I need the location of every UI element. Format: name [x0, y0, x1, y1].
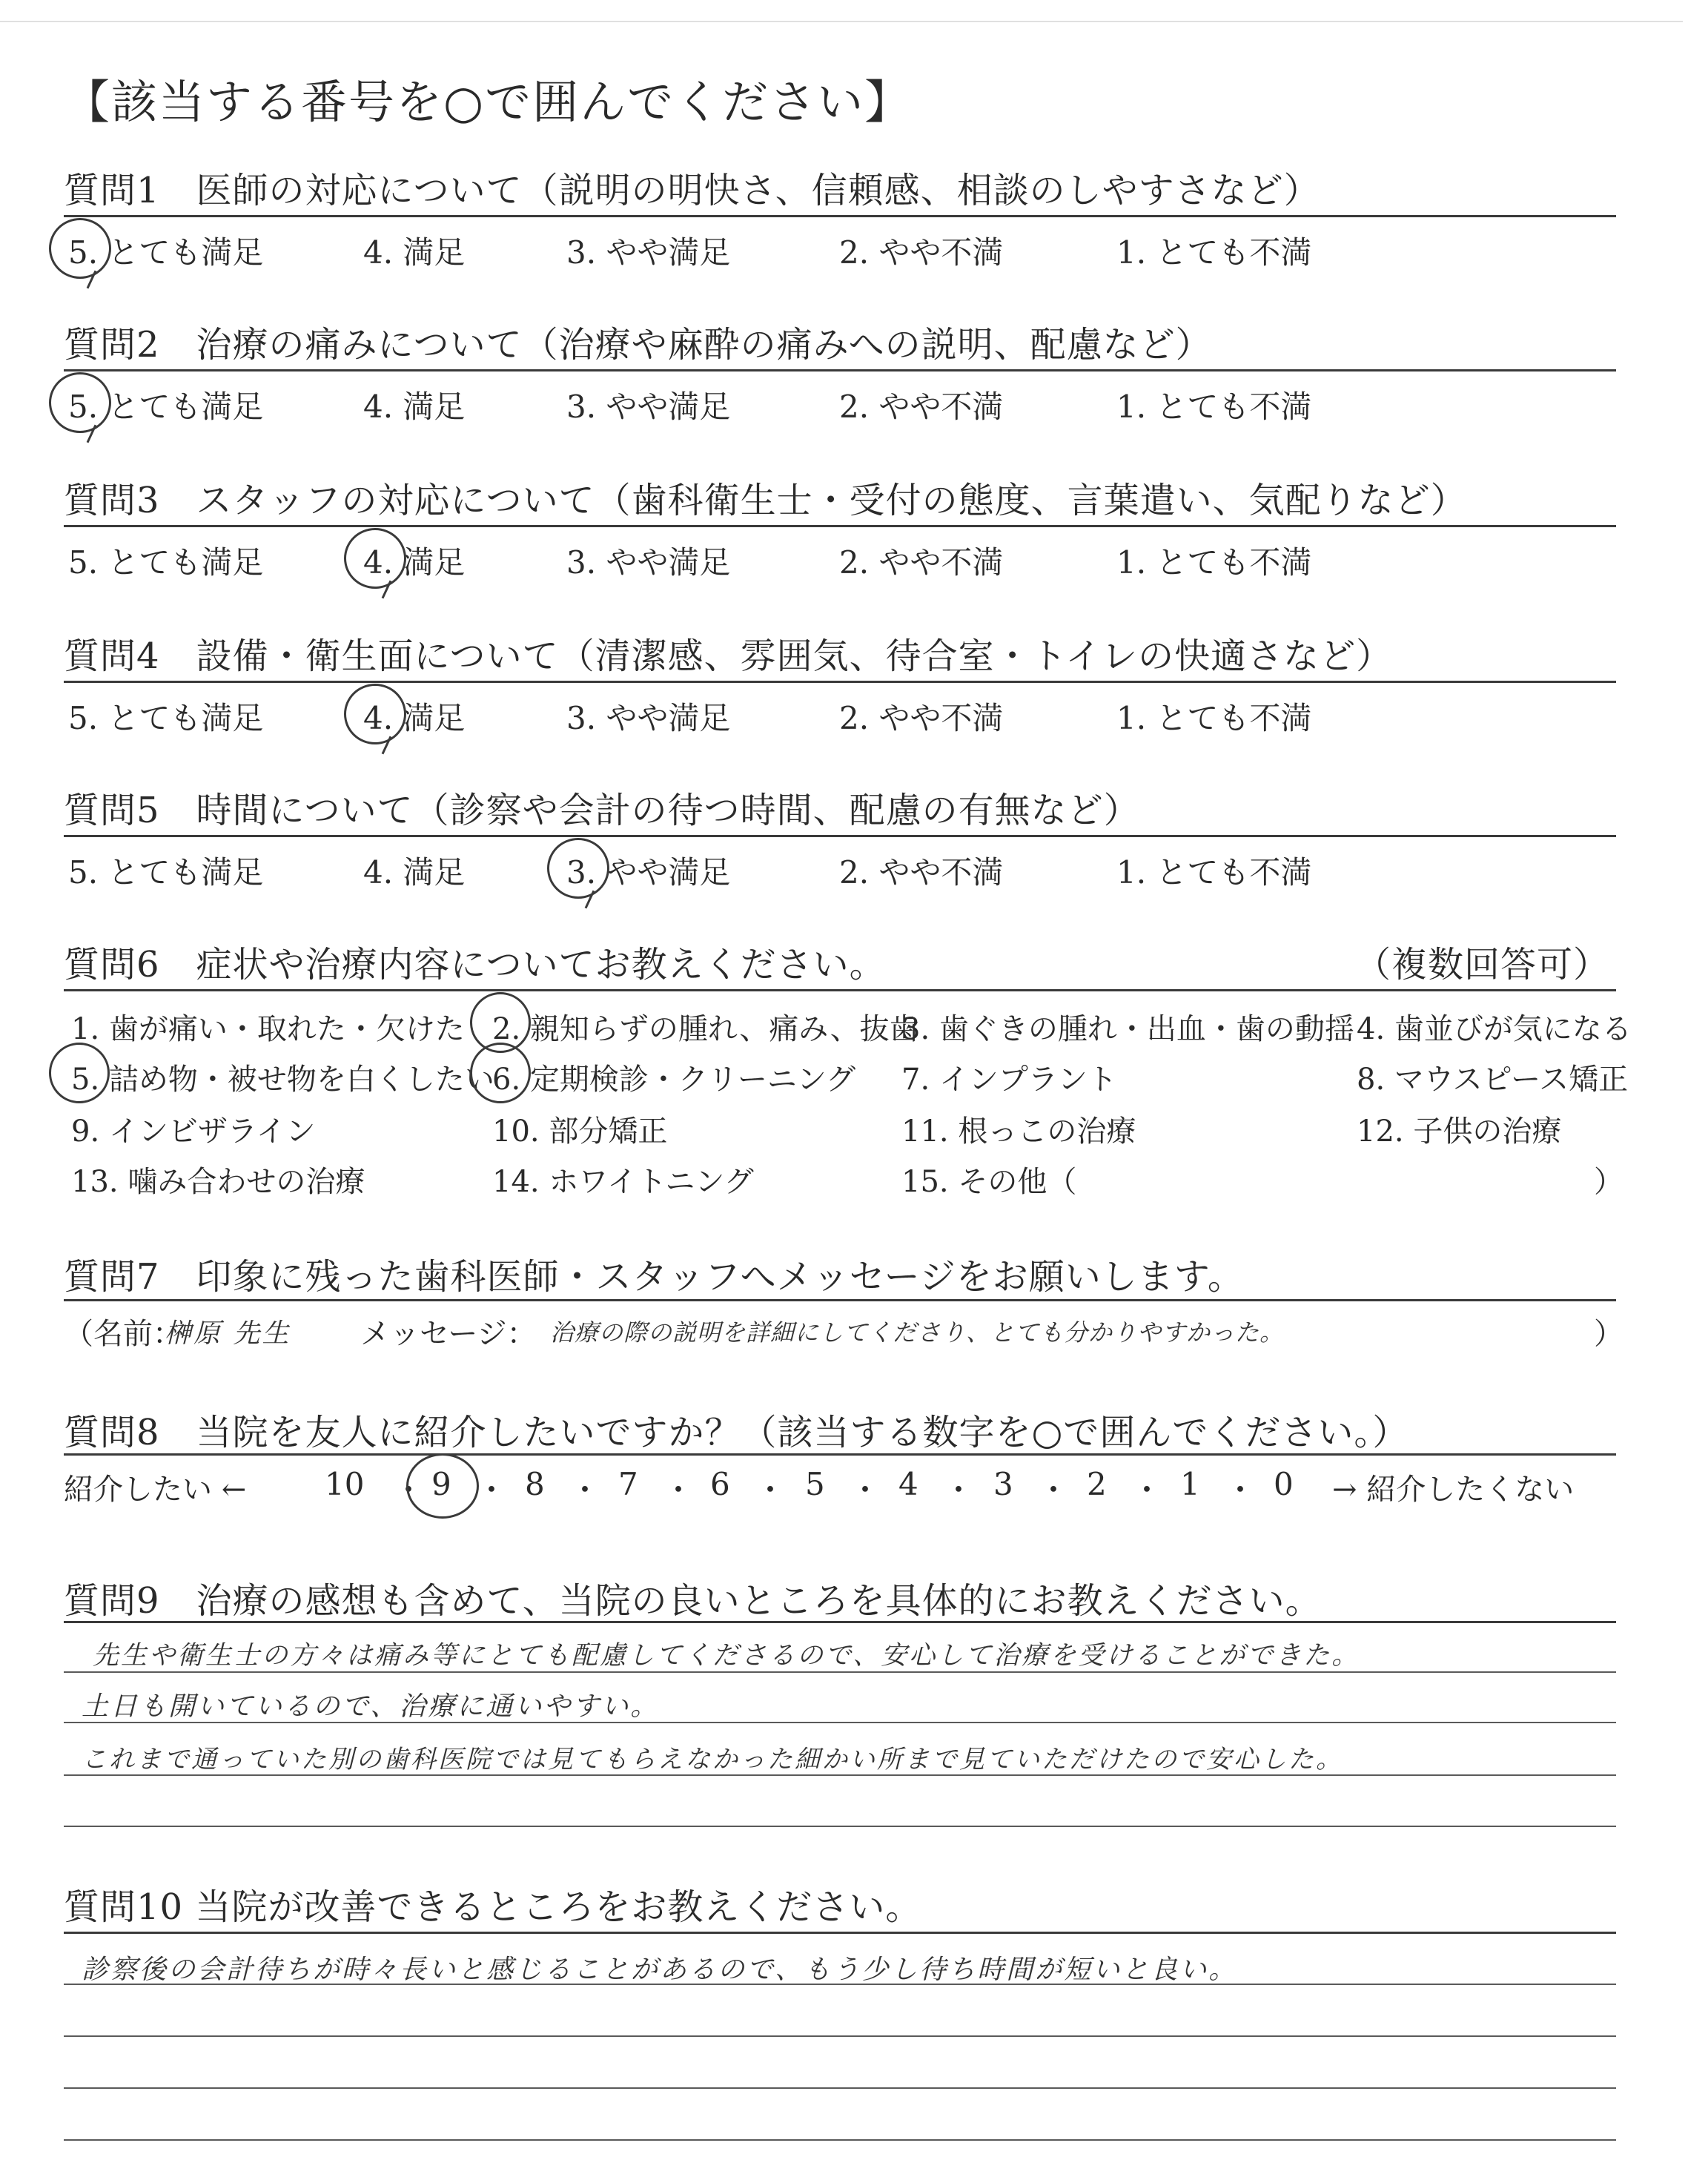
q6-item-14[interactable]: 14. ホワイトニング [492, 1165, 754, 1199]
page-title: 【該当する番号を○で囲んでください】 [64, 75, 913, 129]
q1-option-3[interactable]: 3. やや満足 [566, 234, 731, 271]
q8-scale-5[interactable]: 5 [805, 1466, 825, 1502]
q8-scale-4[interactable]: 4 [898, 1466, 918, 1502]
q8-scale-9[interactable]: 9 [431, 1466, 451, 1502]
selection-circle [470, 1043, 531, 1103]
q3-option-3[interactable]: 3. やや満足 [566, 544, 731, 581]
q5-option-2[interactable]: 2. やや不満 [839, 854, 1004, 891]
q5-option-1[interactable]: 1. とても不満 [1116, 854, 1312, 891]
q10-rule [64, 1932, 1616, 1934]
q5-option-4[interactable]: 4. 満足 [363, 854, 466, 891]
q2-option-1[interactable]: 1. とても不満 [1116, 389, 1312, 425]
q9-line-rule [64, 1774, 1616, 1776]
selection-circle [406, 1453, 479, 1519]
q9-title: 質問9 治療の感想も含めて、当院の良いところを具体的にお教えください。 [64, 1580, 1322, 1622]
q8-scale-2[interactable]: 2 [1087, 1466, 1107, 1502]
q8-scale-separator: ・ [663, 1472, 695, 1508]
q10-title: 質問10 当院が改善できるところをお教えください。 [64, 1886, 922, 1928]
q6-item-5[interactable]: 5. 詰め物・被せ物を白くしたい [71, 1063, 494, 1097]
q6-item-2[interactable]: 2. 親知らずの腫れ、痛み、抜歯 [492, 1012, 919, 1046]
q10-line-rule [64, 1984, 1616, 1985]
q4-rule [64, 681, 1616, 683]
q2-option-5[interactable]: 5. とても満足 [68, 389, 264, 425]
q8-scale-separator: ・ [1131, 1472, 1163, 1508]
q8-scale-separator: ・ [569, 1472, 601, 1508]
q7-message-label: メッセージ： [360, 1317, 537, 1351]
q8-scale-3[interactable]: 3 [993, 1466, 1013, 1502]
q6-item-7[interactable]: 7. インプラント [901, 1063, 1117, 1097]
q1-option-4[interactable]: 4. 満足 [363, 234, 466, 271]
q6-item-16[interactable]: ） [1594, 1165, 1623, 1199]
q6-item-13[interactable]: 13. 噛み合わせの治療 [71, 1165, 365, 1199]
q7-close: ） [1594, 1317, 1623, 1351]
q2-title: 質問2 治療の痛みについて（治療や麻酔の痛みへの説明、配慮など） [64, 324, 1212, 366]
scan-edge [0, 21, 1683, 22]
q7-title: 質問7 印象に残った歯科医師・スタッフへメッセージをお願いします。 [64, 1256, 1244, 1298]
q6-item-3[interactable]: 3. 歯ぐきの腫れ・出血・歯の動揺 [901, 1012, 1354, 1046]
q9-line-rule [64, 1671, 1616, 1673]
q6-item-11[interactable]: 11. 根っこの治療 [901, 1114, 1136, 1149]
q8-scale-6[interactable]: 6 [710, 1466, 730, 1502]
selection-circle [547, 838, 609, 899]
selection-circle [49, 1043, 110, 1103]
q8-scale-0[interactable]: 0 [1274, 1466, 1294, 1502]
q6-title: 質問6 症状や治療内容についてお教えください。 [64, 944, 886, 985]
q4-title: 質問4 設備・衛生面について（清潔感、雰囲気、待合室・トイレの快適さなど） [64, 635, 1393, 677]
q10-line-rule [64, 2087, 1616, 2089]
q6-item-12[interactable]: 12. 子供の治療 [1357, 1114, 1562, 1149]
q1-rule [64, 215, 1616, 217]
q2-option-3[interactable]: 3. やや満足 [566, 389, 731, 425]
selection-circle [344, 684, 406, 744]
q5-option-5[interactable]: 5. とても満足 [68, 854, 264, 891]
q8-scale-separator: ・ [1225, 1472, 1257, 1508]
q4-option-1[interactable]: 1. とても不満 [1116, 700, 1312, 736]
q8-scale-separator: ・ [1038, 1472, 1070, 1508]
q6-item-4[interactable]: 4. 歯並びが気になる [1357, 1012, 1632, 1046]
q3-option-2[interactable]: 2. やや不満 [839, 544, 1004, 581]
q6-note: （複数回答可） [1355, 944, 1610, 985]
q9-line-1: 先生や衛生士の方々は痛み等にとても配慮してくださるので、安心して治療を受けることができた。 [93, 1641, 1360, 1671]
q6-item-10[interactable]: 10. 部分矯正 [492, 1114, 668, 1149]
q1-title: 質問1 医師の対応について（説明の明快さ、信頼感、相談のしやすさなど） [64, 170, 1320, 211]
q8-scale-7[interactable]: 7 [618, 1466, 638, 1502]
q2-option-2[interactable]: 2. やや不満 [839, 389, 1004, 425]
q3-option-5[interactable]: 5. とても満足 [68, 544, 264, 581]
q10-line-rule [64, 2139, 1616, 2141]
q6-item-6[interactable]: 6. 定期検診・クリーニング [492, 1063, 856, 1097]
q5-option-3[interactable]: 3. やや満足 [566, 854, 731, 891]
selection-circle [49, 372, 111, 433]
q6-item-1[interactable]: 1. 歯が痛い・取れた・欠けた [71, 1012, 465, 1046]
q1-option-1[interactable]: 1. とても不満 [1116, 234, 1312, 271]
q3-option-4[interactable]: 4. 満足 [363, 544, 466, 581]
q8-scale-separator: ・ [943, 1472, 975, 1508]
q1-option-2[interactable]: 2. やや不満 [839, 234, 1004, 271]
selection-circle [344, 528, 406, 589]
q4-option-3[interactable]: 3. やや満足 [566, 700, 731, 736]
q9-rule [64, 1621, 1616, 1623]
q9-line-rule [64, 1826, 1616, 1827]
q2-rule [64, 369, 1616, 371]
q10-line-rule [64, 2035, 1616, 2037]
q10-line-1: 診察後の会計待ちが時々長いと感じることがあるので、もう少し待ち時間が短いと良い。 [82, 1955, 1238, 1985]
q8-right-label: → 紹介したくない [1332, 1473, 1575, 1507]
q7-name-label: （名前： [64, 1317, 182, 1351]
q3-title: 質問3 スタッフの対応について（歯科衛生士・受付の態度、言葉遣い、気配りなど） [64, 480, 1467, 521]
selection-circle [49, 218, 111, 279]
q3-rule [64, 525, 1616, 527]
q8-scale-separator: ・ [393, 1472, 425, 1508]
q9-line-2: 土日も開いているので、治療に通いやすい。 [82, 1691, 660, 1722]
q5-title: 質問5 時間について（診察や会計の待つ時間、配慮の有無など） [64, 790, 1140, 831]
q9-line-rule [64, 1722, 1616, 1723]
q8-scale-8[interactable]: 8 [525, 1466, 545, 1502]
q4-option-4[interactable]: 4. 満足 [363, 700, 466, 736]
q6-item-9[interactable]: 9. インビザライン [71, 1114, 316, 1149]
q4-option-5[interactable]: 5. とても満足 [68, 700, 264, 736]
q8-rule [64, 1453, 1616, 1456]
q4-option-2[interactable]: 2. やや不満 [839, 700, 1004, 736]
q8-scale-separator: ・ [755, 1472, 787, 1508]
q3-option-1[interactable]: 1. とても不満 [1116, 544, 1312, 581]
q8-scale-10[interactable]: 10 [325, 1466, 365, 1502]
q8-scale-1[interactable]: 1 [1180, 1466, 1200, 1502]
q6-item-8[interactable]: 8. マウスピース矯正 [1357, 1063, 1629, 1097]
q8-scale-separator: ・ [476, 1472, 508, 1508]
q7-rule [64, 1299, 1616, 1301]
q7-message-value: 治療の際の説明を詳細にしてくださり、とても分かりやすかった。 [550, 1318, 1285, 1347]
q6-item-15[interactable]: 15. その他（ [901, 1165, 1077, 1199]
q8-title: 質問8 当院を友人に紹介したいですか？（該当する数字を○で囲んでください。） [64, 1412, 1409, 1453]
q2-option-4[interactable]: 4. 満足 [363, 389, 466, 425]
q6-rule [64, 989, 1616, 991]
q5-rule [64, 835, 1616, 837]
q8-scale-separator: ・ [850, 1472, 881, 1508]
q9-line-3: これまで通っていた別の歯科医院では見てもらえなかった細かい所まで見ていただけたので安心した。 [82, 1745, 1343, 1774]
q1-option-5[interactable]: 5. とても満足 [68, 234, 264, 271]
q7-name-value: 榊原 先生 [165, 1318, 291, 1349]
q8-left-label: 紹介したい ← [64, 1473, 247, 1507]
